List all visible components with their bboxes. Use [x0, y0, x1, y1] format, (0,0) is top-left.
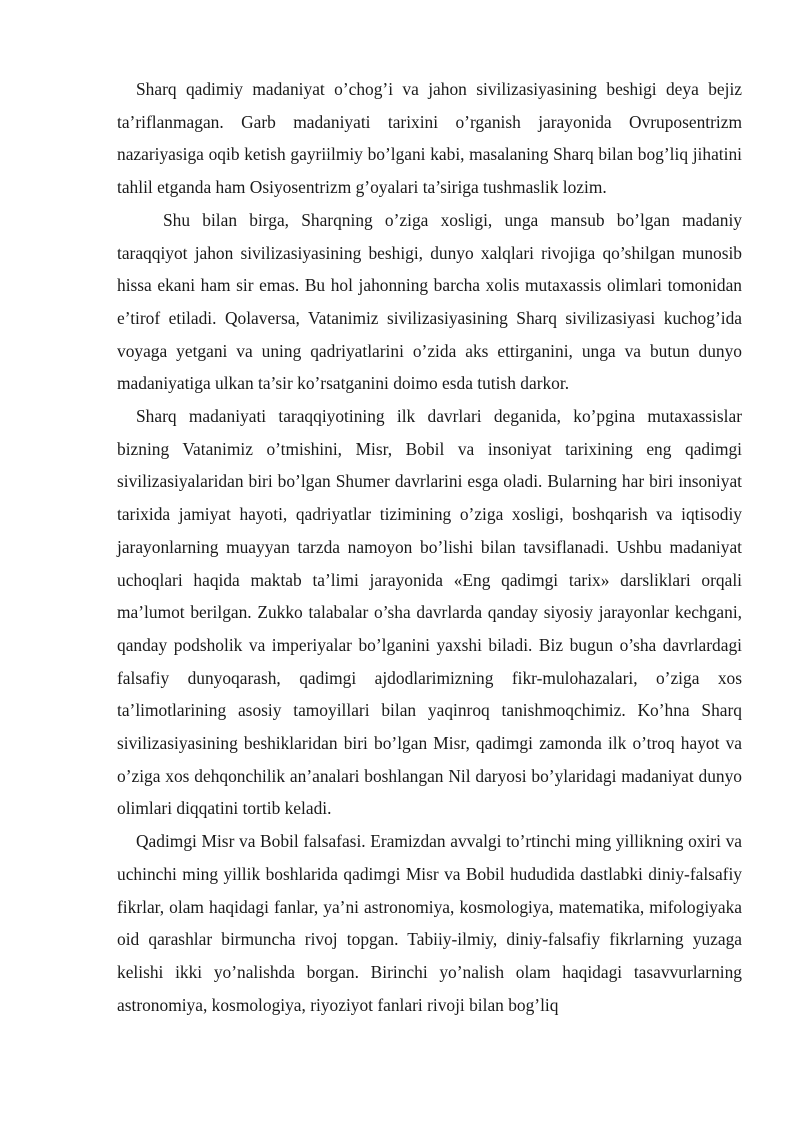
paragraph-early-civilizations: Sharq madaniyati taraqqiyotining ilk davrlari deganida, ko’pgina mutaxassislar bizning Vatanimiz o’tmishini, Misr, Bobil va insoniyat tarixining eng qadimgi sivilizasiyalaridan biri bo’lgan Shumer davrlarini esga oladi. Bularning har biri insoniyat tarixida jamiyat hayoti, qadriyatlar tizimining o’ziga xosligi, boshqarish va iqtisodiy jarayonlarning muayyan tarzda namoyon bo’lishi bilan tavsiflanadi. Ushbu madaniyat uchoqlari haqida maktab ta’limi jarayonida «Eng qadimgi tarix» darsliklari orqali ma’lumot berilgan. Zukko talabalar o’sha davrlarda qanday siyosiy jarayonlar kechgani, qanday podsholik va imperiyalar bo’lganini yaxshi biladi. Biz bugun o’sha davrlardagi falsafiy dunyoqarash, qadimgi ajdodlarimizning fikr-mulohazalari, o’ziga xos ta’limotlarining asosiy tamoyillari bilan yaqinroq tanishmoqchimiz. Ko’hna Sharq sivilizasiyasining beshiklaridan biri bo’lgan Misr, qadimgi zamonda ilk o’troq hayot va o’ziga xos dehqonchilik an’analari boshlangan Nil daryosi bo’ylaridagi madaniyat dunyo olimlari diqqatini tortib keladi.	[117, 406, 742, 819]
paragraph-egypt-babylon-philosophy: Qadimgi Misr va Bobil falsafasi. Eramizdan avvalgi to’rtinchi ming yillikning oxiri va uchinchi ming yillik boshlarida qadimgi Misr va Bobil hududida dastlabki diniy-falsafiy fikrlar, olam haqidagi fanlar, ya’ni astronomiya, kosmologiya, matematika, mifologiyaka oid qarashlar birmuncha rivoj topgan. Tabiiy-ilmiy, diniy-falsafiy fikrlarning yuzaga kelishi ikki yo’nalishda borgan. Birinchi yo’nalish olam haqidagi tasavvurlarning astronomiya, kosmologiya, riyoziyot fanlari rivoji bilan bog’liq	[117, 831, 742, 1015]
paragraph-east-cradle: Sharq qadimiy madaniyat o’chog’i va jahon sivilizasiyasining beshigi deya bejiz ta’riflanmagan. Garb madaniyati tarixini o’rganish jarayonida Ovruposentrizm nazariyasiga oqib ketish gayriilmiy bo’lgani kabi, masalaning Sharq bilan bog’liq jihatini tahlil etganda ham Osiyosentrizm g’oyalari ta’siriga tushmaslik lozim.	[117, 79, 742, 198]
document-page	[117, 73, 742, 1021]
paragraph-east-contribution: Shu bilan birga, Sharqning o’ziga xosligi, unga mansub bo’lgan madaniy taraqqiyot jahon sivilizasiyasining beshigi, dunyo xalqlari rivojiga qo’shilgan munosib hissa ekani ham sir emas. Bu hol jahonning barcha xolis mutaxassis olimlari tomonidan e’tirof etiladi. Qolaversa, Vatanimiz sivilizasiyasining Sharq sivilizasiyasi kuchog’ida voyaga yetgani va uning qadriyatlarini o’zida aks ettirganini, unga va butun dunyo madaniyatiga ulkan ta’sir ko’rsatganini doimo esda tutish darkor.	[117, 209, 742, 394]
